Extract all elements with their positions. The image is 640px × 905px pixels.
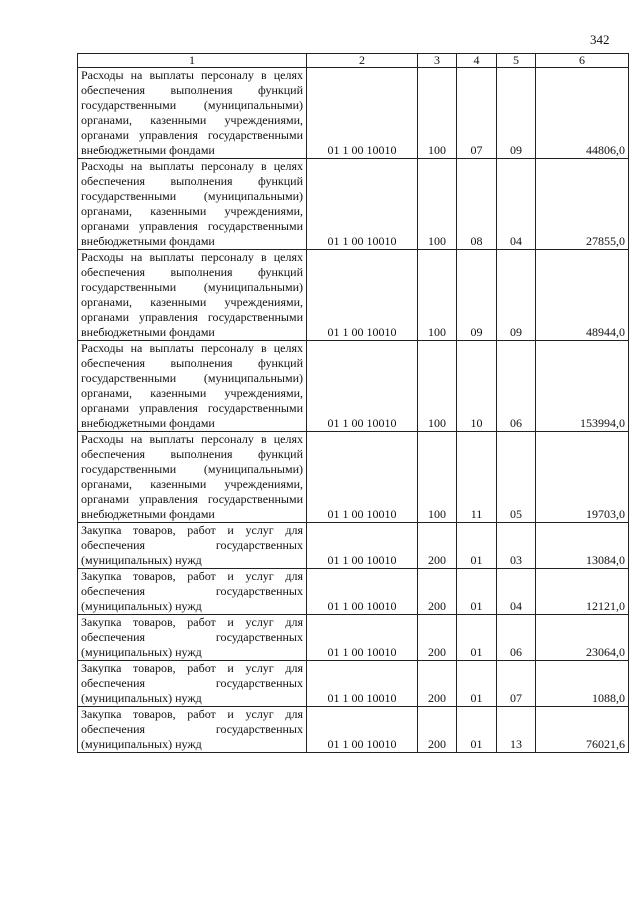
table-row [78,432,629,523]
description-cell: Расходы на выплаты персоналу в целях обеспечения выполнения функций государственными (муниципальными) органами, казенными учреждениями, органами управления государственными внебюджетными фондами [78,432,307,523]
amount-cell: 13084,0 [536,523,629,569]
header-cell: 6 [536,54,629,68]
section-cell: 11 [457,432,497,523]
subsection-cell: 09 [497,250,536,341]
description-cell: Расходы на выплаты персоналу в целях обеспечения выполнения функций государственными (муниципальными) органами, казенными учреждениями, органами управления государственными внебюджетными фондами [78,68,307,159]
subsection-cell: 05 [497,432,536,523]
section-cell: 01 [457,523,497,569]
target-code-cell: 01 1 00 10010 [307,68,418,159]
target-code-cell: 01 1 00 10010 [307,569,418,615]
amount-cell: 153994,0 [536,341,629,432]
budget-table [77,53,629,753]
description-cell: Расходы на выплаты персоналу в целях обеспечения выполнения функций государственными (муниципальными) органами, казенными учреждениями, органами управления государственными внебюджетными фондами [78,341,307,432]
subsection-cell: 03 [497,523,536,569]
amount-cell: 19703,0 [536,432,629,523]
target-code-cell: 01 1 00 10010 [307,615,418,661]
target-code-cell: 01 1 00 10010 [307,661,418,707]
table-row [78,661,629,707]
description-cell: Закупка товаров, работ и услуг для обеспечения государственных (муниципальных) нужд [78,523,307,569]
target-code-cell: 01 1 00 10010 [307,250,418,341]
section-cell: 09 [457,250,497,341]
amount-cell: 1088,0 [536,661,629,707]
amount-cell: 12121,0 [536,569,629,615]
header-cell: 5 [497,54,536,68]
section-cell: 01 [457,615,497,661]
description-cell: Закупка товаров, работ и услуг для обеспечения государственных (муниципальных) нужд [78,661,307,707]
subsection-cell: 09 [497,68,536,159]
table-row [78,569,629,615]
expense-type-cell: 100 [418,341,457,432]
target-code-cell: 01 1 00 10010 [307,523,418,569]
amount-cell: 44806,0 [536,68,629,159]
header-cell: 3 [418,54,457,68]
target-code-cell: 01 1 00 10010 [307,159,418,250]
section-cell: 01 [457,707,497,753]
expense-type-cell: 100 [418,159,457,250]
expense-type-cell: 200 [418,661,457,707]
subsection-cell: 13 [497,707,536,753]
expense-type-cell: 100 [418,68,457,159]
header-row [78,54,629,68]
expense-type-cell: 200 [418,615,457,661]
table-row [78,707,629,753]
section-cell: 07 [457,68,497,159]
expense-type-cell: 200 [418,569,457,615]
section-cell: 01 [457,661,497,707]
table-row [78,250,629,341]
target-code-cell: 01 1 00 10010 [307,707,418,753]
target-code-cell: 01 1 00 10010 [307,341,418,432]
subsection-cell: 06 [497,615,536,661]
description-cell: Расходы на выплаты персоналу в целях обеспечения выполнения функций государственными (муниципальными) органами, казенными учреждениями, органами управления государственными внебюджетными фондами [78,250,307,341]
table-row [78,615,629,661]
description-cell: Расходы на выплаты персоналу в целях обеспечения выполнения функций государственными (муниципальными) органами, казенными учреждениями, органами управления государственными внебюджетными фондами [78,159,307,250]
subsection-cell: 07 [497,661,536,707]
table-row [78,341,629,432]
header-cell: 4 [457,54,497,68]
table-row [78,159,629,250]
expense-type-cell: 200 [418,523,457,569]
table-row [78,68,629,159]
description-cell: Закупка товаров, работ и услуг для обеспечения государственных (муниципальных) нужд [78,615,307,661]
amount-cell: 48944,0 [536,250,629,341]
expense-type-cell: 100 [418,250,457,341]
table-row [78,523,629,569]
amount-cell: 27855,0 [536,159,629,250]
section-cell: 08 [457,159,497,250]
description-cell: Закупка товаров, работ и услуг для обеспечения государственных (муниципальных) нужд [78,569,307,615]
amount-cell: 23064,0 [536,615,629,661]
amount-cell: 76021,6 [536,707,629,753]
subsection-cell: 06 [497,341,536,432]
expense-type-cell: 100 [418,432,457,523]
section-cell: 01 [457,569,497,615]
header-cell: 2 [307,54,418,68]
page-number: 342 [590,32,610,47]
header-cell: 1 [78,54,307,68]
section-cell: 10 [457,341,497,432]
subsection-cell: 04 [497,159,536,250]
expense-type-cell: 200 [418,707,457,753]
target-code-cell: 01 1 00 10010 [307,432,418,523]
description-cell: Закупка товаров, работ и услуг для обеспечения государственных (муниципальных) нужд [78,707,307,753]
subsection-cell: 04 [497,569,536,615]
